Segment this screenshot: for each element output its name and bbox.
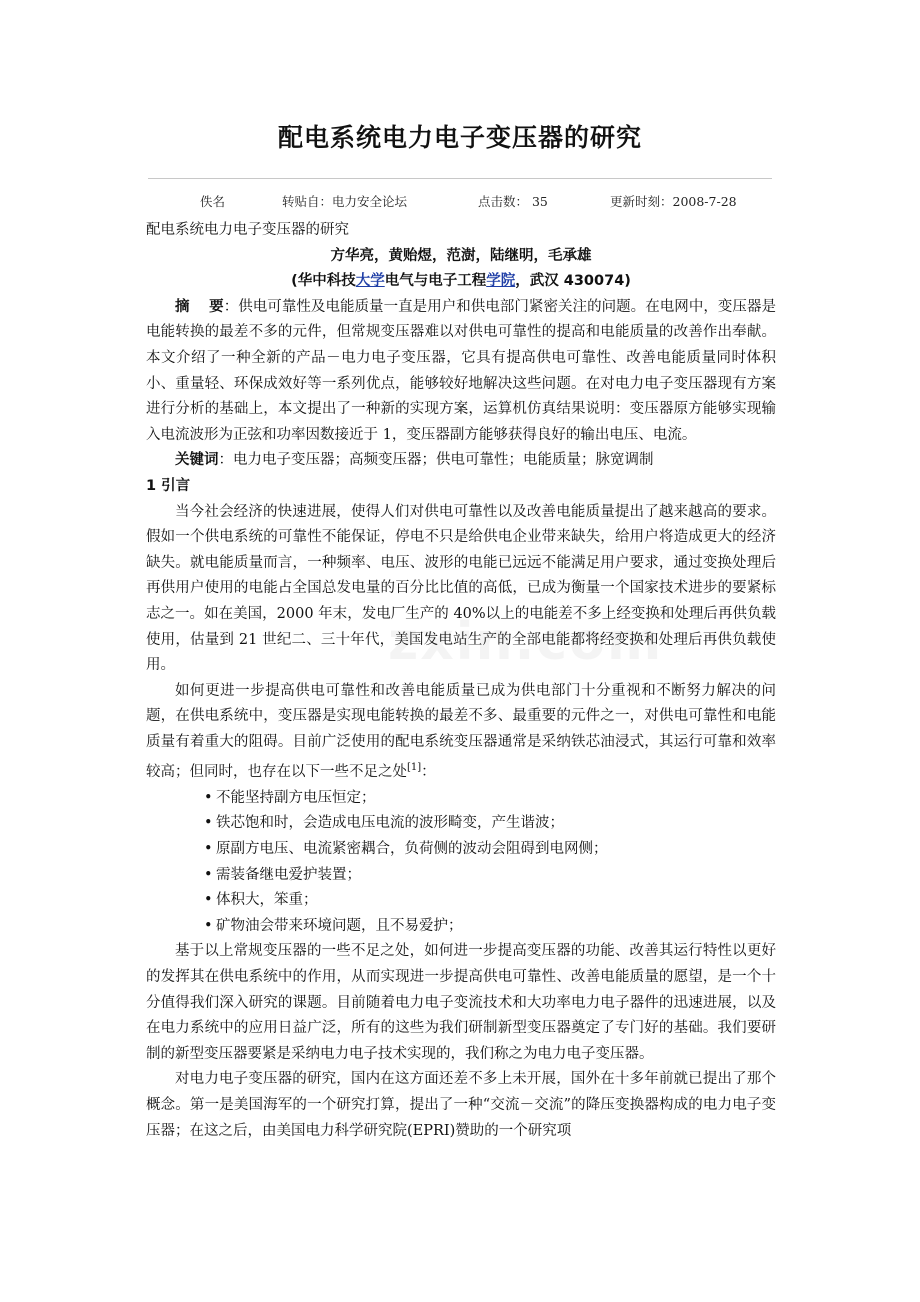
paragraph-4: 对电力电子变压器的研究，国内在这方面还差不多上未开展，国外在十多年前就已提出了那个概念。第一是美国海军的一个研究打算，提出了一种“交流－交流”的降压变换器构成的电力电子变压器；在这之后，由美国电力科学研究院(EPRI)赞助的一个研究项 (146, 1071, 776, 1139)
affiliation-suffix: ，武汉 430074) (515, 273, 631, 290)
paragraph-3: 基于以上常规变压器的一些不足之处，如何进一步提高变压器的功能、改善其运行特性以更好的发挥其在供电系统中的作用，从而实现进一步提高供电可靠性、改善电能质量的愿望，是一个十分值得我们深入研究的课题。目前随着电力电子变流技术和大功率电力电子器件的迅速进展，以及在电力系统中的应用日益广泛，所有的这些为我们研制新型变压器奠定了专门好的基础。我们要研制的新型变压器要紧是采纳电力电子技术实现的，我们称之为电力电子变压器。 (146, 943, 776, 1062)
paragraph-2 (146, 679, 776, 786)
list-item-text: 不能坚持副方电压恒定； (216, 789, 376, 806)
list-item (146, 914, 776, 940)
paragraph-1: 当今社会经济的快速进展，使得人们对供电可靠性以及改善电能质量提出了越来越高的要求。假如一个供电系统的可靠性不能保证，停电不只是给供电企业带来缺失，给用户将造成更大的经济缺失。就电能质量而言，一种频率、电压、波形的电能已远远不能满足用户要求，通过变换处理后再供用户使用的电能占全国总发电量的百分比比值的高低，已成为衡量一个国家技术进步的要紧标志之一。如在美国，2000 年末，发电厂生产的 40%以上的电能差不多上经变换和处理后再供负载使用，估量到 21 世纪二、三十年代，美国发电站生产的全部电能都将经变换和处理后再供负载使用。 (146, 503, 776, 674)
article-subtitle: 配电系统电力电子变压器的研究 (146, 222, 349, 238)
list-item (146, 863, 776, 889)
affiliation-middle: 电气与电子工程 (384, 273, 487, 290)
bullet-icon: • (204, 917, 213, 934)
title-divider (148, 178, 772, 179)
article-body (146, 218, 776, 1144)
list-item (146, 888, 776, 914)
meta-updated: 更新时刻：2008-7-28 (610, 194, 737, 209)
keywords (146, 448, 776, 474)
university-link[interactable]: 大学 (355, 273, 385, 290)
bullet-icon: • (204, 815, 213, 832)
list-item-text: 原副方电压、电流紧密耦合，负荷侧的波动会阻碍到电网侧； (216, 841, 608, 858)
affiliation-prefix: (华中科技 (291, 273, 356, 290)
abstract-label: 摘 要 (175, 298, 224, 315)
section-heading: 1 引言 (146, 477, 191, 494)
bullet-icon: • (204, 892, 213, 909)
bullet-icon: • (204, 841, 213, 858)
abstract (146, 295, 776, 449)
citation-ref: [1] (407, 762, 422, 774)
page-title: 配电系统电力电子变压器的研究 (277, 123, 642, 152)
list-item-text: 体积大，笨重； (216, 892, 318, 909)
list-item (146, 811, 776, 837)
list-item (146, 786, 776, 812)
meta-source: 转贴自：电力安全论坛 (282, 194, 408, 209)
abstract-text: ：供电可靠性及电能质量一直是用户和供电部门紧密关注的问题。在电网中，变压器是电能转换的最差不多的元件，但常规变压器难以对供电可靠性的提高和电能质量的改善作出奉献。本文介绍了一种全新的产品－电力电子变压器，它具有提高供电可靠性、改善电能质量同时体积小、重量轻、环保成效好等一系列优点，能够较好地解决这些问题。在对电力电子变压器现有方案进行分析的基础上，本文提出了一种新的实现方案，运算机仿真结果说明：变压器原方能够实现输入电流波形为正弦和功率因数接近于 1，变压器副方能够获得良好的输出电压、电流。 (146, 298, 776, 443)
list-item (146, 837, 776, 863)
bullet-icon: • (204, 866, 213, 883)
author-list: 方华亮，黄贻煜，范澍，陆继明，毛承雄 (330, 247, 592, 264)
meta-author: 佚名 (200, 194, 226, 209)
paragraph-2-text: 如何更进一步提高供电可靠性和改善电能质量已成为供电部门十分重视和不断努力解决的问题，在供电系统中，变压器是实现电能转换的最差不多、最重要的元件之一，对供电可靠性和电能质量有着重大的阻碍。目前广泛使用的配电系统变压器通常是采纳铁芯油浸式，其运行可靠和效率较高；但同时，也存在以下一些不足之处 (146, 682, 776, 781)
affiliation (146, 269, 776, 295)
list-item-text: 需装备继电爱护装置； (216, 866, 361, 883)
college-link[interactable]: 学院 (486, 273, 516, 290)
paragraph-2-end: ： (421, 764, 436, 781)
meta-hits: 点击数： 35 (478, 194, 548, 209)
list-item-text: 矿物油会带来环境问题，且不易爱护； (216, 917, 463, 934)
keywords-text: ：电力电子变压器；高频变压器；供电可靠性；电能质量；脉宽调制 (218, 452, 654, 469)
bullet-icon: • (204, 789, 213, 806)
list-item-text: 铁芯饱和时，会造成电压电流的波形畸变，产生谐波； (216, 815, 564, 832)
keywords-label: 关键词 (175, 452, 219, 469)
